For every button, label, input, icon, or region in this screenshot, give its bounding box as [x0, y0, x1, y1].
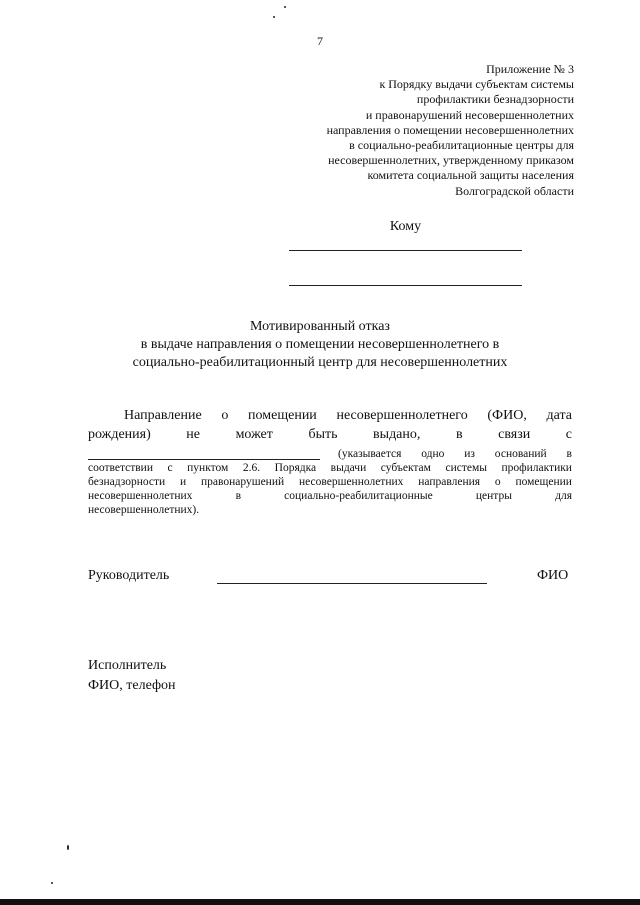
executor-label: Исполнитель	[88, 658, 167, 673]
scan-speck	[284, 6, 286, 8]
word: одно	[421, 448, 445, 460]
word: и	[180, 476, 187, 488]
appendix-line: комитета социальной защиты населения	[367, 168, 574, 183]
word: безнадзорности	[88, 476, 166, 488]
body-line-1: Направление о помещении несовершеннолетнего (ФИО, дата	[124, 408, 572, 423]
word: несовершеннолетних	[298, 476, 404, 488]
page-number: 7	[317, 34, 323, 48]
body-line-4	[88, 461, 572, 475]
appendix-line: к Порядку выдачи субъектам системы	[379, 77, 574, 92]
addressee-label: Кому	[389, 219, 422, 234]
word: выдачи	[330, 462, 367, 474]
word: помещении	[515, 476, 572, 488]
signature-role: Руководитель	[88, 568, 170, 583]
word: в	[455, 427, 463, 442]
addressee-line-2	[289, 285, 522, 286]
word: системы	[445, 462, 487, 474]
reason-blank-line	[88, 459, 320, 460]
word: рождения)	[88, 427, 151, 442]
word: быть	[308, 427, 338, 442]
executor-block	[88, 656, 176, 696]
body-paragraph	[88, 406, 572, 444]
appendix-line: несовершеннолетних, утвержденному приказом	[328, 153, 574, 168]
word: не	[186, 427, 201, 442]
title-line: в выдаче направления о помещении несовершеннолетнего в	[140, 337, 500, 352]
word: из	[464, 448, 475, 460]
word: о	[494, 476, 501, 488]
appendix-line: Волгоградской области	[455, 183, 574, 198]
scan-speck	[67, 845, 69, 850]
scan-speck	[273, 16, 275, 18]
body-line-5	[88, 475, 572, 489]
body-line-6	[88, 489, 572, 503]
appendix-line: в социально-реабилитационные центры для	[349, 138, 574, 153]
word: соответствии	[88, 462, 153, 474]
appendix-line: направления о помещении несовершеннолетних	[326, 122, 574, 137]
body-line-3	[338, 447, 572, 461]
word: центры	[475, 490, 512, 502]
scan-speck	[51, 882, 53, 884]
word: Порядка	[274, 462, 317, 474]
word: (указывается	[338, 448, 402, 460]
word: пунктом	[187, 462, 229, 474]
word: 2.6.	[242, 462, 261, 474]
title-line: Мотивированный отказ	[250, 319, 390, 334]
word: правонарушений	[201, 476, 285, 488]
word: с	[167, 462, 173, 474]
scan-edge-bar	[0, 899, 640, 905]
word: субъектам	[380, 462, 431, 474]
word: в	[235, 490, 242, 502]
signature-name-label: ФИО	[537, 568, 569, 583]
title-line: социально-реабилитационный центр для несовершеннолетних	[132, 355, 508, 370]
word: направления	[418, 476, 481, 488]
addressee-line-1	[289, 250, 522, 251]
signature-line	[217, 583, 487, 584]
appendix-block	[244, 62, 574, 199]
appendix-line: и правонарушений несовершеннолетних	[365, 107, 574, 122]
word: в	[566, 448, 572, 460]
word: оснований	[494, 448, 547, 460]
word: социально-реабилитационные	[284, 490, 433, 502]
body-line-2	[88, 425, 572, 444]
executor-contact: ФИО, телефон	[88, 678, 176, 693]
word: для	[555, 490, 572, 502]
word: профилактики	[501, 462, 572, 474]
appendix-line: Приложение № 3	[486, 62, 574, 76]
body-line-7: несовершеннолетних).	[88, 504, 200, 516]
word: связи	[498, 427, 531, 442]
word: может	[235, 427, 273, 442]
word: выдано,	[373, 427, 421, 442]
appendix-line: профилактики безнадзорности	[416, 92, 574, 107]
word: несовершеннолетних	[88, 490, 193, 502]
word: с	[565, 427, 572, 442]
document-title	[0, 318, 640, 372]
